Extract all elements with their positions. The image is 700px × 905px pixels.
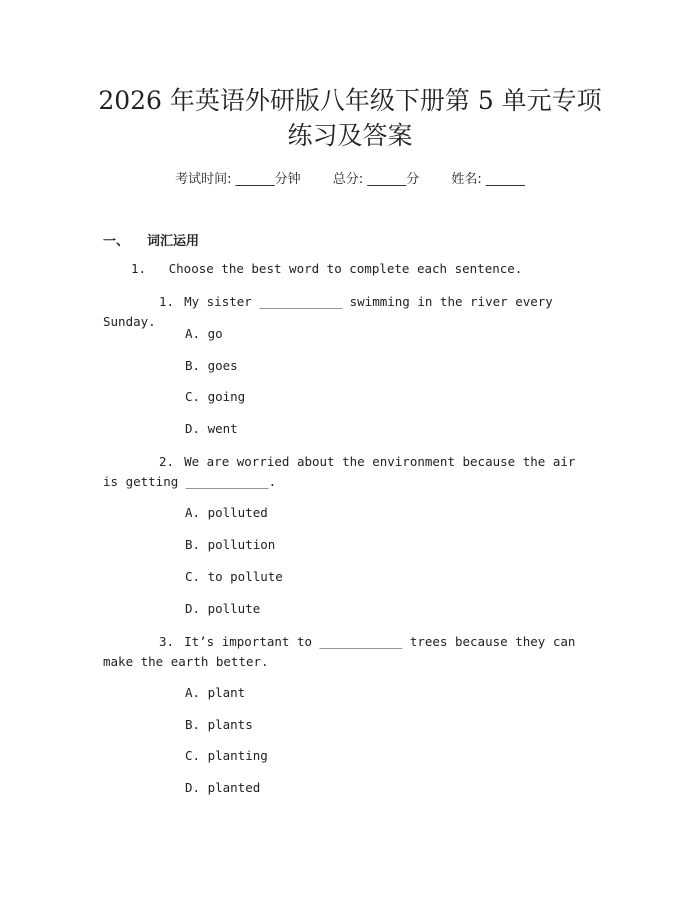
option: D. went bbox=[185, 421, 238, 436]
question-text: It’s important to ___________ trees because they can make the earth better. bbox=[103, 634, 576, 669]
option: D. pollute bbox=[185, 601, 261, 616]
question-number: 2. bbox=[159, 454, 175, 469]
page-title-line1: 2026 年英语外研版八年级下册第 5 单元专项 bbox=[98, 86, 602, 115]
option: D. planted bbox=[185, 780, 261, 795]
exam-time: 考试时间: ______分钟 bbox=[175, 172, 301, 187]
question-number: 1. bbox=[159, 294, 175, 309]
total-score: 总分: ______分 bbox=[332, 172, 420, 187]
question-text: My sister ___________ swimming in the river every Sunday. bbox=[103, 294, 553, 329]
option: B. pollution bbox=[185, 537, 276, 552]
section-heading bbox=[103, 230, 199, 249]
page-title-line2: 练习及答案 bbox=[287, 121, 413, 150]
option: C. planting bbox=[185, 748, 268, 763]
instruction: 1. Choose the best word to complete each sentence. bbox=[131, 261, 523, 276]
exam-info bbox=[0, 168, 700, 187]
option: A. go bbox=[185, 326, 223, 341]
section-title: 词汇运用 bbox=[147, 234, 200, 249]
option: C. going bbox=[185, 389, 246, 404]
question-1 bbox=[103, 292, 583, 332]
option: C. to pollute bbox=[185, 569, 283, 584]
question-3 bbox=[103, 632, 583, 672]
option: A. polluted bbox=[185, 505, 268, 520]
question-number: 3. bbox=[159, 634, 175, 649]
question-2 bbox=[103, 452, 583, 492]
option: A. plant bbox=[185, 685, 246, 700]
option: B. goes bbox=[185, 358, 238, 373]
option: B. plants bbox=[185, 717, 253, 732]
student-name: 姓名: ______ bbox=[451, 172, 525, 187]
question-text: We are worried about the environment because the air is getting ___________. bbox=[103, 454, 576, 489]
section-number: 一、 bbox=[103, 234, 130, 249]
